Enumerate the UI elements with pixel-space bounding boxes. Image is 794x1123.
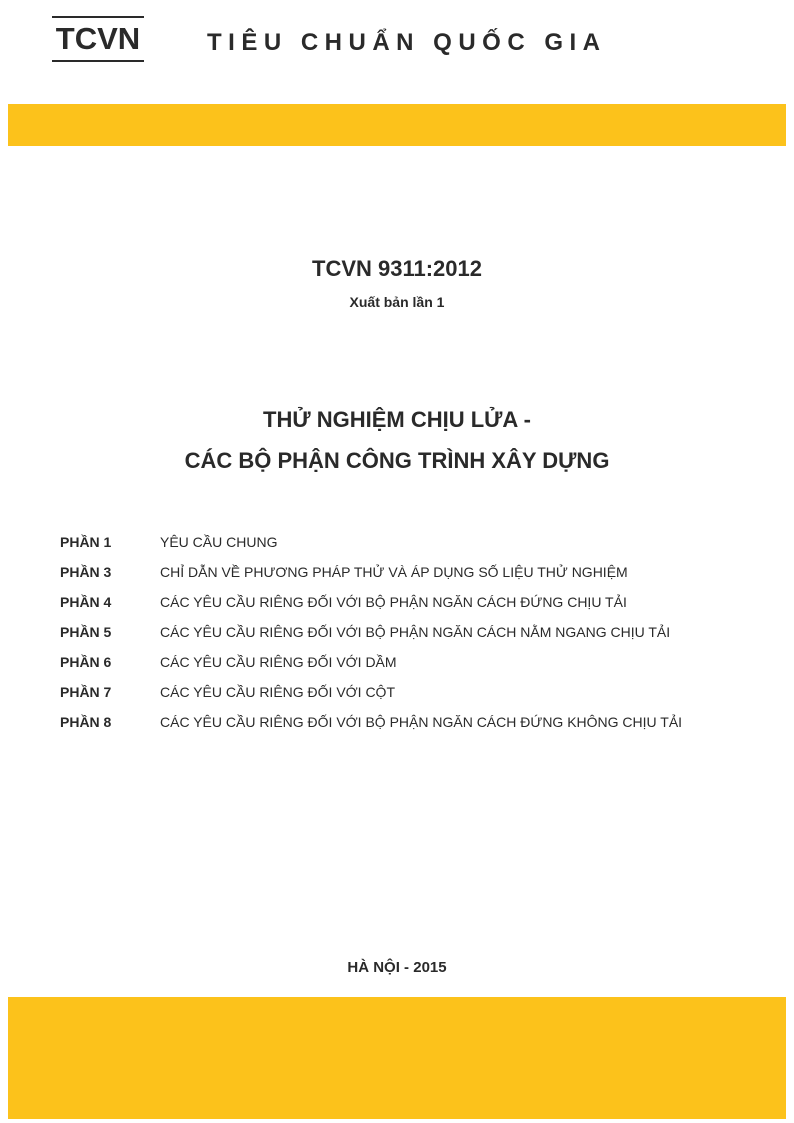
logo-text: TCVN [55, 21, 141, 56]
part-label: PHẦN 1 [60, 534, 112, 550]
list-item [60, 592, 780, 622]
part-label: PHẦN 5 [60, 624, 112, 640]
document-title-line-1: THỬ NGHIỆM CHỊU LỬA - [263, 407, 531, 432]
part-title: CÁC YÊU CẦU RIÊNG ĐỐI VỚI BỘ PHẬN NGĂN CÁCH NẰM NGANG CHỊU TẢI [160, 624, 671, 640]
part-title: CÁC YÊU CẦU RIÊNG ĐỐI VỚI DẦM [160, 654, 397, 670]
header-title: TIÊU CHUẨN QUỐC GIA [207, 29, 607, 56]
part-title: CHỈ DẪN VỀ PHƯƠNG PHÁP THỬ VÀ ÁP DỤNG SỐ LIỆU THỬ NGHIỆM [160, 564, 628, 580]
logo-bottom-rule [52, 60, 144, 62]
part-label: PHẦN 4 [60, 594, 112, 610]
parts-list [60, 532, 780, 742]
list-item [60, 562, 780, 592]
part-label: PHẦN 8 [60, 714, 112, 730]
part-title: YÊU CẦU CHUNG [160, 534, 278, 550]
list-item [60, 652, 780, 682]
logo-top-rule [52, 16, 144, 18]
part-label: PHẦN 3 [60, 564, 112, 580]
tcvn-logo [52, 16, 144, 62]
list-item [60, 532, 780, 562]
part-label: PHẦN 7 [60, 684, 112, 700]
document-title-line-2: CÁC BỘ PHẬN CÔNG TRÌNH XÂY DỰNG [184, 448, 610, 473]
part-title: CÁC YÊU CẦU RIÊNG ĐỐI VỚI BỘ PHẬN NGĂN CÁCH ĐỨNG CHỊU TẢI [160, 594, 627, 610]
part-label: PHẦN 6 [60, 654, 112, 670]
bottom-accent-band [8, 997, 786, 1119]
list-item [60, 622, 780, 652]
part-title: CÁC YÊU CẦU RIÊNG ĐỐI VỚI CỘT [160, 684, 395, 700]
list-item [60, 712, 780, 742]
top-accent-band [8, 104, 786, 146]
edition-note: Xuất bản lần 1 [349, 294, 445, 310]
part-title: CÁC YÊU CẦU RIÊNG ĐỐI VỚI BỘ PHẬN NGĂN CÁCH ĐỨNG KHÔNG CHỊU TẢI [160, 714, 683, 730]
list-item [60, 682, 780, 712]
publication-place-year: HÀ NỘI - 2015 [347, 959, 447, 976]
document-number: TCVN 9311:2012 [312, 256, 482, 281]
